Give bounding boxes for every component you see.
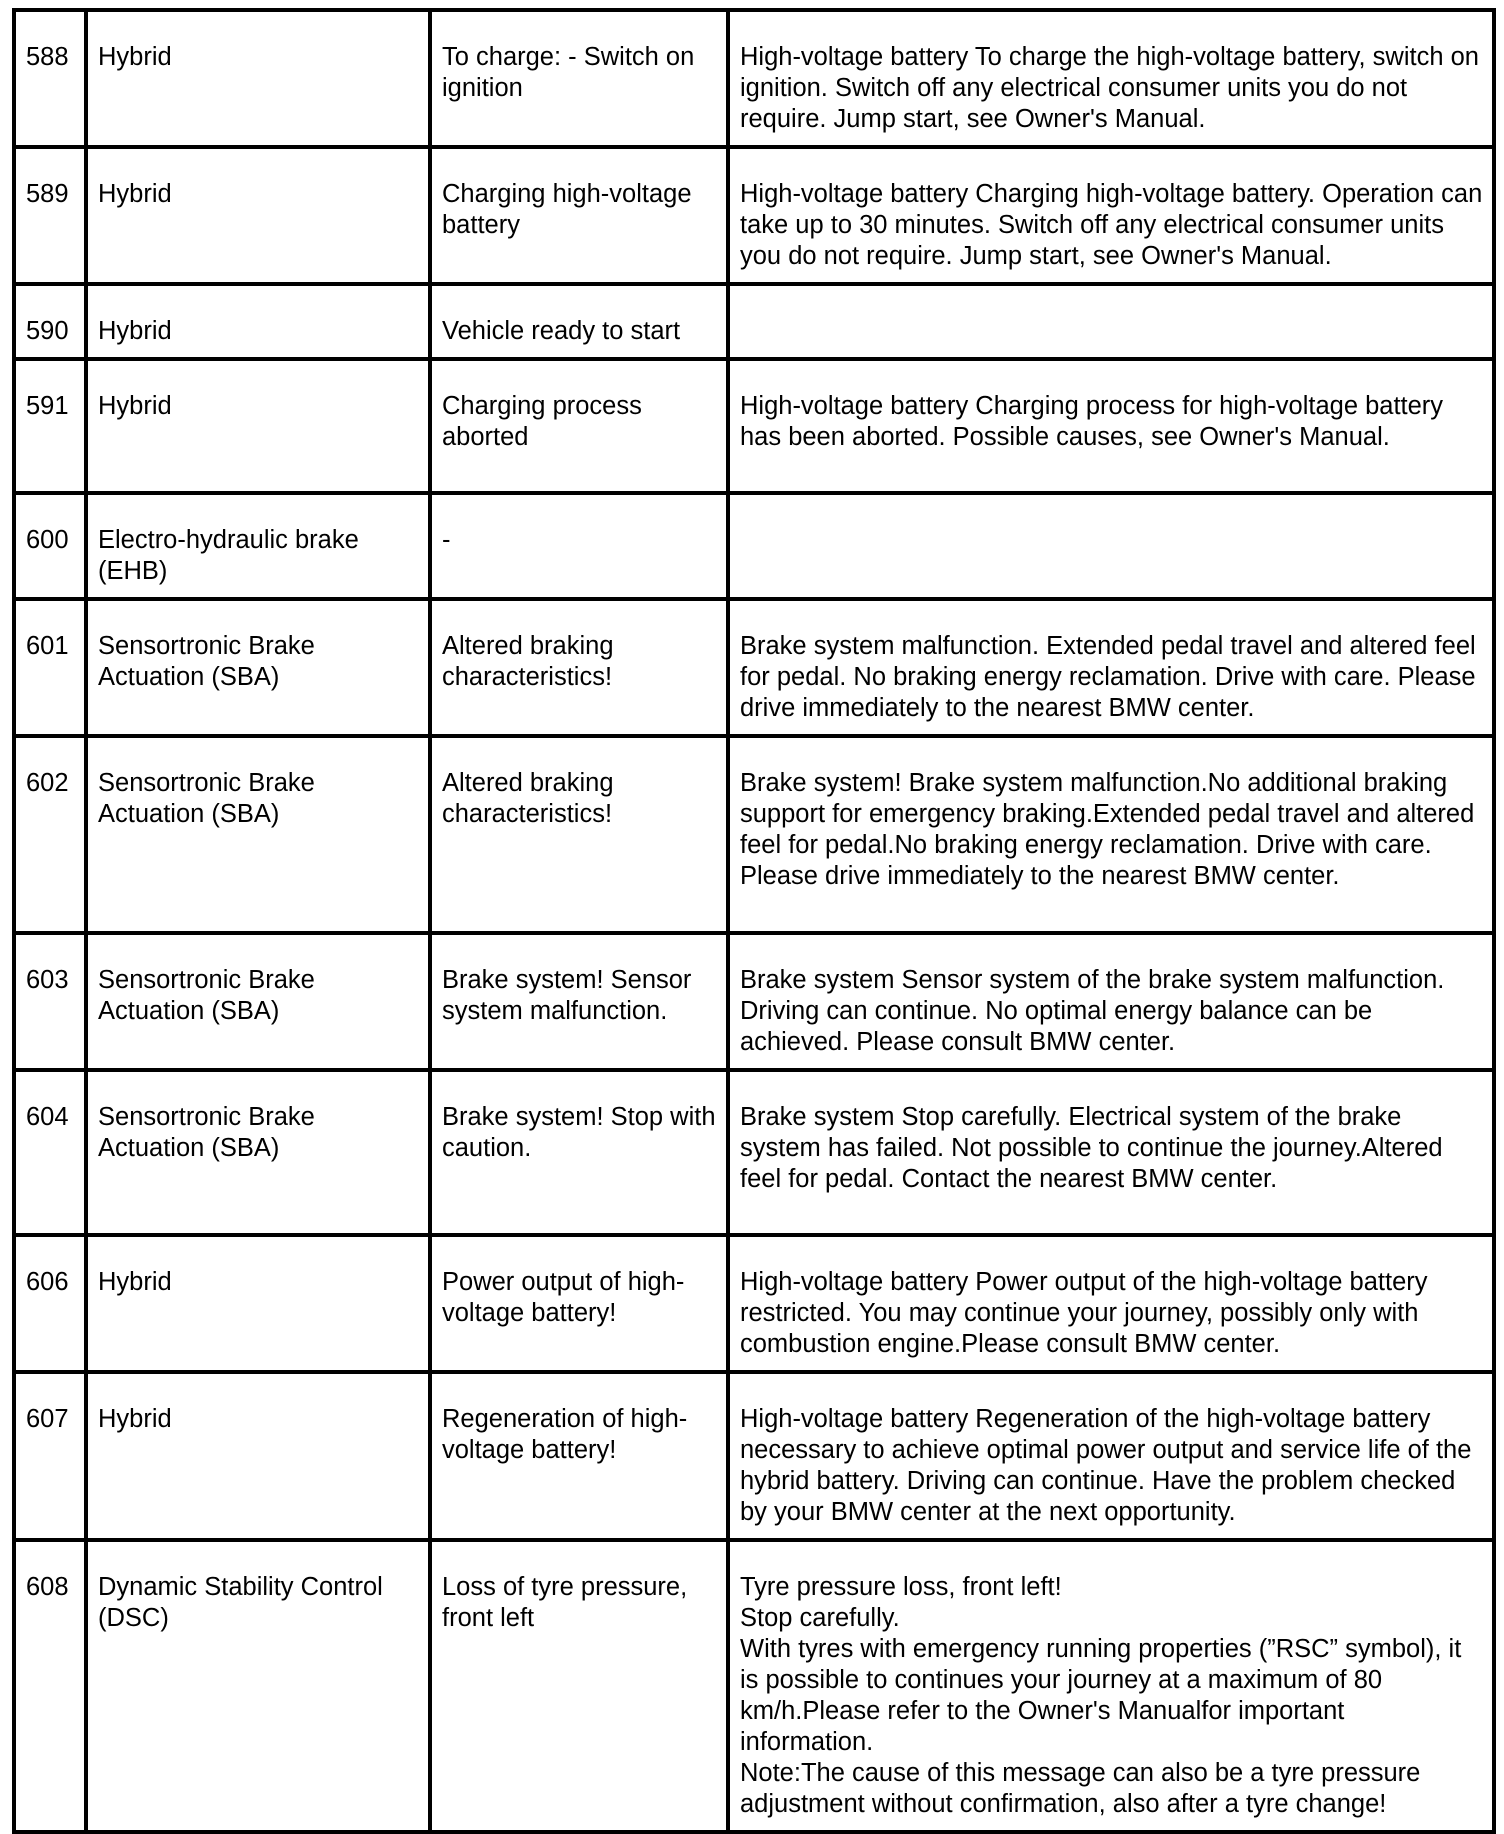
- long-message-cell: Brake system! Brake system malfunction.No additional braking support for emergency braking.Extended pedal travel and altered feel for pedal.No braking energy reclamation. Drive with care. Please drive immediately to the nearest BMW center.: [728, 736, 1494, 933]
- system-cell: Sensortronic Brake Actuation (SBA): [86, 933, 430, 1070]
- long-message-cell: High-voltage battery Power output of the high-voltage battery restricted. You may continue your journey, possibly only with combustion engine.Please consult BMW center.: [728, 1235, 1494, 1372]
- long-message-cell: High-voltage battery To charge the high-voltage battery, switch on ignition. Switch off any electrical consumer units you do not require. Jump start, see Owner's Manual.: [728, 10, 1494, 147]
- table-row: [14, 1070, 1494, 1235]
- short-message-cell: To charge: - Switch on ignition: [430, 10, 728, 147]
- message-number-cell: 607: [14, 1372, 86, 1540]
- long-message-cell: High-voltage battery Charging process for high-voltage battery has been aborted. Possible causes, see Owner's Manual.: [728, 359, 1494, 493]
- message-number-cell: 604: [14, 1070, 86, 1235]
- short-message-cell: Brake system! Stop with caution.: [430, 1070, 728, 1235]
- system-cell: Hybrid: [86, 284, 430, 359]
- message-table-body: [14, 10, 1494, 1832]
- message-number-cell: 601: [14, 599, 86, 736]
- long-message-cell: High-voltage battery Regeneration of the high-voltage battery necessary to achieve optimal power output and service life of the hybrid battery. Driving can continue. Have the problem checked by your BMW center at the next opportunity.: [728, 1372, 1494, 1540]
- table-row: [14, 933, 1494, 1070]
- short-message-cell: -: [430, 493, 728, 599]
- system-cell: Sensortronic Brake Actuation (SBA): [86, 599, 430, 736]
- long-message-cell: High-voltage battery Charging high-voltage battery. Operation can take up to 30 minutes. Switch off any electrical consumer units you do not require. Jump start, see Owner's Manual.: [728, 147, 1494, 284]
- table-row: [14, 1372, 1494, 1540]
- message-number-cell: 602: [14, 736, 86, 933]
- system-cell: Hybrid: [86, 1235, 430, 1372]
- system-cell: Dynamic Stability Control (DSC): [86, 1540, 430, 1832]
- table-row: [14, 147, 1494, 284]
- short-message-cell: Power output of high-voltage battery!: [430, 1235, 728, 1372]
- message-number-cell: 589: [14, 147, 86, 284]
- system-cell: Sensortronic Brake Actuation (SBA): [86, 1070, 430, 1235]
- table-row: [14, 599, 1494, 736]
- system-cell: Sensortronic Brake Actuation (SBA): [86, 736, 430, 933]
- table-row: [14, 10, 1494, 147]
- table-row: [14, 1235, 1494, 1372]
- message-number-cell: 606: [14, 1235, 86, 1372]
- short-message-cell: Altered braking characteristics!: [430, 599, 728, 736]
- long-message-cell: Tyre pressure loss, front left! Stop carefully. With tyres with emergency running properties (”RSC” symbol), it is possible to continues your journey at a maximum of 80 km/h.Please refer to the Owner's Manualfor important information. Note:The cause of this message can also be a tyre pressure adjustment without confirmation, also after a tyre change!: [728, 1540, 1494, 1832]
- message-table: [12, 8, 1496, 1834]
- table-row: [14, 493, 1494, 599]
- short-message-cell: Loss of tyre pressure, front left: [430, 1540, 728, 1832]
- short-message-cell: Regeneration of high-voltage battery!: [430, 1372, 728, 1540]
- short-message-cell: Vehicle ready to start: [430, 284, 728, 359]
- long-message-cell: Brake system malfunction. Extended pedal travel and altered feel for pedal. No braking energy reclamation. Drive with care. Please drive immediately to the nearest BMW center.: [728, 599, 1494, 736]
- system-cell: Electro-hydraulic brake (EHB): [86, 493, 430, 599]
- short-message-cell: Charging process aborted: [430, 359, 728, 493]
- system-cell: Hybrid: [86, 359, 430, 493]
- message-number-cell: 600: [14, 493, 86, 599]
- long-message-cell: Brake system Stop carefully. Electrical system of the brake system has failed. Not possible to continue the journey.Altered feel for pedal. Contact the nearest BMW center.: [728, 1070, 1494, 1235]
- table-row: [14, 1540, 1494, 1832]
- message-number-cell: 608: [14, 1540, 86, 1832]
- system-cell: Hybrid: [86, 10, 430, 147]
- table-row: [14, 736, 1494, 933]
- long-message-cell: [728, 284, 1494, 359]
- message-number-cell: 588: [14, 10, 86, 147]
- short-message-cell: Brake system! Sensor system malfunction.: [430, 933, 728, 1070]
- long-message-cell: Brake system Sensor system of the brake system malfunction. Driving can continue. No optimal energy balance can be achieved. Please consult BMW center.: [728, 933, 1494, 1070]
- message-number-cell: 603: [14, 933, 86, 1070]
- short-message-cell: Altered braking characteristics!: [430, 736, 728, 933]
- message-number-cell: 591: [14, 359, 86, 493]
- table-row: [14, 359, 1494, 493]
- system-cell: Hybrid: [86, 1372, 430, 1540]
- long-message-cell: [728, 493, 1494, 599]
- short-message-cell: Charging high-voltage battery: [430, 147, 728, 284]
- system-cell: Hybrid: [86, 147, 430, 284]
- message-number-cell: 590: [14, 284, 86, 359]
- table-row: [14, 284, 1494, 359]
